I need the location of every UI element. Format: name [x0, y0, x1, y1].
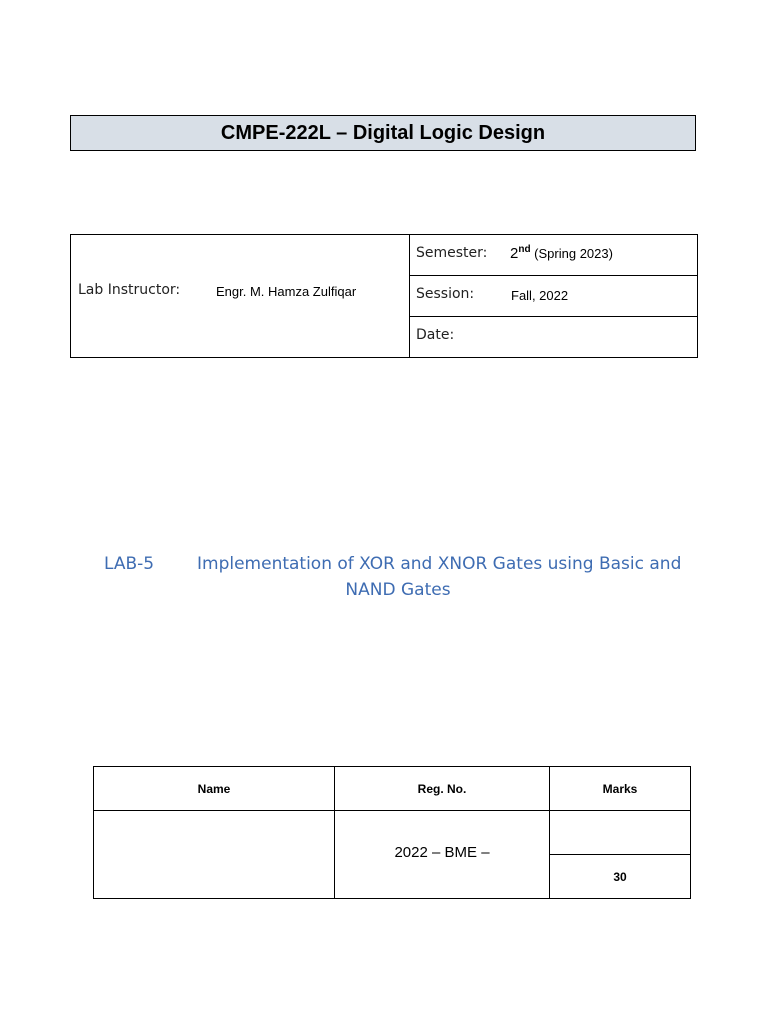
- semester-label: Semester:: [416, 245, 488, 261]
- session-label: Session:: [416, 286, 475, 302]
- lab-title-line2: NAND Gates: [345, 580, 451, 600]
- instructor-label: Lab Instructor:: [78, 282, 181, 298]
- reg-no-header: Reg. No.: [335, 767, 550, 811]
- semester-value: [510, 245, 613, 262]
- course-title-box: [70, 115, 696, 151]
- marks-total-cell: 30: [550, 855, 691, 899]
- instructor-value: Engr. M. Hamza Zulfiqar: [216, 284, 357, 299]
- semester-cell: [410, 235, 698, 276]
- student-marks-table: [93, 766, 691, 899]
- marks-header: Marks: [550, 767, 691, 811]
- instructor-cell: [71, 235, 410, 358]
- name-header: Name: [94, 767, 335, 811]
- date-label: Date:: [416, 327, 455, 343]
- reg-no-value: 2022 – BME –: [335, 811, 550, 899]
- session-cell: [410, 276, 698, 317]
- semester-term: (Spring 2023): [530, 246, 613, 261]
- semester-suffix: nd: [518, 244, 531, 255]
- semester-number: 2: [510, 245, 519, 262]
- date-cell: [410, 317, 698, 358]
- name-value-cell: [94, 811, 335, 899]
- lab-number: LAB-5: [104, 554, 155, 574]
- marks-obtained-cell: [550, 811, 691, 855]
- info-table: [70, 234, 698, 358]
- course-title: CMPE-222L – Digital Logic Design: [220, 121, 546, 144]
- session-value: Fall, 2022: [511, 288, 569, 303]
- lab-title-line1: Implementation of XOR and XNOR Gates using Basic and: [197, 554, 682, 574]
